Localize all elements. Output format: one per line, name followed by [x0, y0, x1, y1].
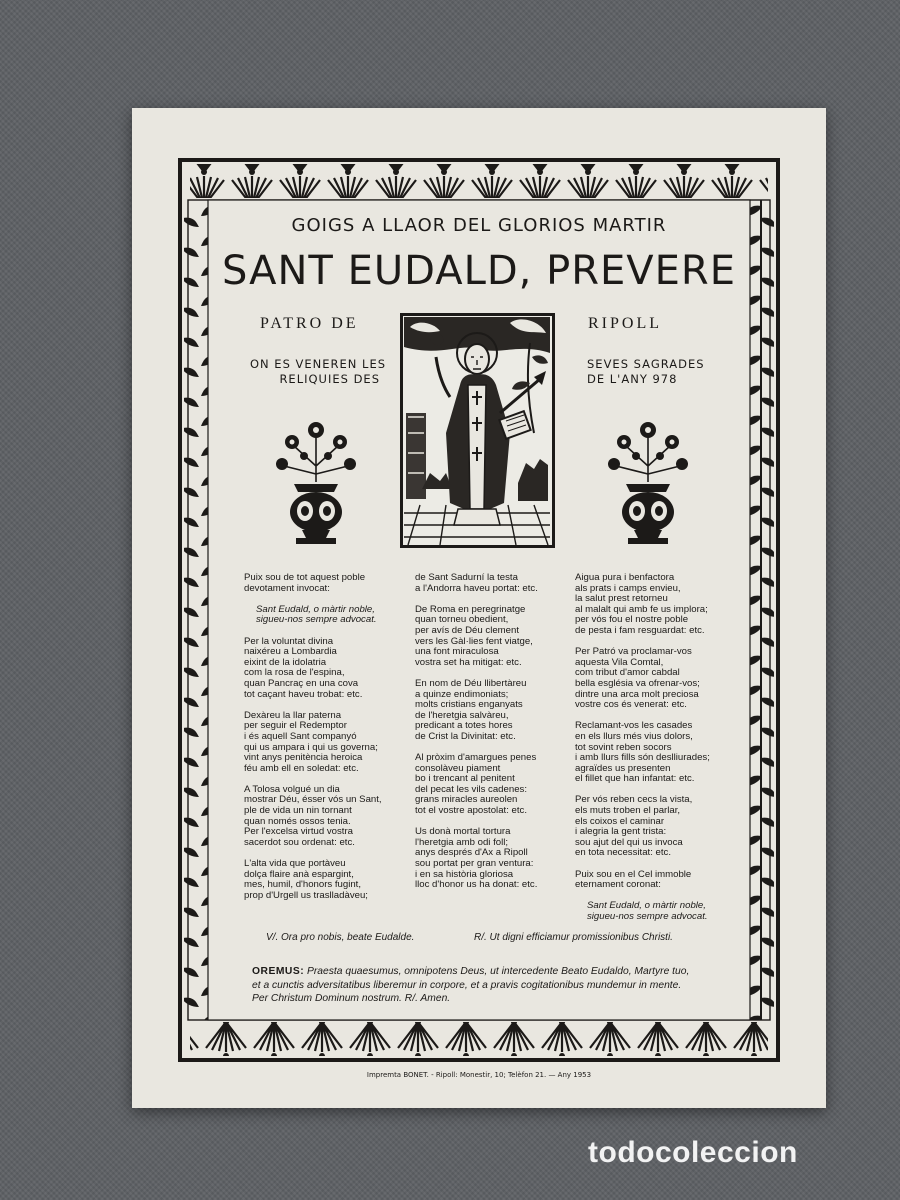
verse-line: ple de vida un nin tornant: [244, 805, 352, 817]
verse-line: qui us ampara i qui us governa;: [244, 741, 378, 753]
verse-line: aquesta Vila Comtal,: [575, 656, 664, 668]
verse-stanza: [575, 870, 710, 891]
verse-stanza: [244, 637, 382, 701]
verse-line: els muts troben el parlar,: [575, 805, 681, 817]
verse-line: Per l'excelsa virtud vostra: [244, 826, 354, 838]
verse-line: devotament invocat:: [244, 582, 330, 594]
verse-line: de Crist la Divinitat: etc.: [415, 730, 516, 742]
verse-line: de pesta i fam resguardat: etc.: [575, 624, 705, 636]
verse-line: Per Patró va proclamar-vos: [575, 646, 692, 658]
verse-line: L'alta vida que portàveu: [244, 858, 346, 870]
verse-column-1: [244, 573, 382, 912]
verse-line: anys després d'Ax a Ripoll: [415, 847, 528, 859]
verse-column-2: [415, 573, 538, 901]
verse-line: i és aquell Sant companyó: [244, 730, 357, 742]
verse-line: en tota necessitat: etc.: [575, 847, 671, 859]
verse-line: per seguir el Redemptor: [244, 720, 347, 732]
verse-line: grans miracles aureolen: [415, 794, 518, 806]
sub-right-line-2: DE L'ANY 978: [587, 372, 678, 386]
oremus-line-3: Per Christum Dominum nostrum. R/. Amen.: [252, 993, 451, 1004]
verse-line: Puix sou en el Cel immoble: [575, 868, 692, 880]
verse-line: quan només ossos tenia.: [244, 815, 351, 827]
verse-line: tot caçant haveu trobat: etc.: [244, 688, 363, 700]
verse-line: del pecat les vils cadenes:: [415, 783, 527, 795]
verse-line: per vós fou el nostre poble: [575, 614, 689, 626]
verse-line: el fillet que han infantat: etc.: [575, 773, 695, 785]
verse-line: al malalt qui amb fe us implora;: [575, 603, 708, 615]
oremus-prayer: [252, 965, 727, 1006]
verse-line: vostre cos és venerat: etc.: [575, 699, 687, 711]
versicle-r: R/. Ut digni efficiamur promissionibus Christi.: [474, 932, 673, 943]
verse-line: Sant Eudald, o màrtir noble,: [256, 603, 375, 615]
oremus-line-1: Praesta quaesumus, omnipotens Deus, ut intercedente Beato Eudaldo, Martyre tuo,: [307, 966, 690, 977]
verse-stanza: [415, 573, 538, 594]
verse-line: Us donà mortal tortura: [415, 826, 511, 838]
verse-line: dolça flaire anà espargint,: [244, 868, 354, 880]
verse-line: molts cristians enganyats: [415, 699, 523, 711]
verse-line: Sant Eudald, o màrtir noble,: [587, 900, 706, 912]
verse-line: vers les Gàl·lies fent viatge,: [415, 635, 533, 647]
verse-line: Dexàreu la llar paterna: [244, 709, 342, 721]
verse-line: la salut prest retorneu: [575, 593, 668, 605]
verse-stanza: [244, 785, 382, 849]
verse-line: sigueu-nos sempre advocat.: [587, 911, 708, 922]
verse-line: i en sa història gloriosa: [415, 868, 514, 880]
saint-woodcut-image: [400, 313, 555, 548]
verse-line: sacerdot sou ordenat: etc.: [244, 836, 355, 848]
verse-stanza: [244, 859, 382, 901]
verse-line: sou ajut del qui us invoca: [575, 836, 683, 848]
verse-line: A Tolosa volgué un dia: [244, 783, 340, 795]
sub-right: [587, 357, 717, 387]
verse-line: lloc d'honor us ha donat: etc.: [415, 879, 538, 891]
verse-stanza: [244, 573, 382, 594]
verse-line: De Roma en peregrinatge: [415, 603, 526, 615]
patro-left: PATRO DE: [260, 315, 359, 332]
verse-column-3: [575, 573, 710, 933]
verse-line: tot el vostre apostolat: etc.: [415, 805, 527, 817]
verse-line: eixint de la idolatria: [244, 656, 327, 668]
verse-stanza: [415, 753, 538, 817]
verse-line: vostra set ha mitigat: etc.: [415, 656, 522, 668]
verse-line: l'heretgia amb odi foll;: [415, 836, 509, 848]
goigs-sheet: [132, 108, 826, 1108]
verse-line: Puix sou de tot aquest poble: [244, 572, 366, 583]
verse-line: bella església va ofrenar-vos;: [575, 677, 700, 689]
verse-line: i amb llurs fills són deslliurades;: [575, 752, 710, 764]
verse-stanza: [415, 679, 538, 743]
sub-right-line-1: SEVES SAGRADES: [587, 357, 705, 371]
verse-line: a l'Andorra haveu portat: etc.: [415, 582, 538, 594]
verse-stanza: [415, 827, 538, 891]
goigs-subtitle: GOIGS A LLAOR DEL GLORIOS MARTIR: [291, 215, 667, 236]
verse-line: vint anys penitència heroica: [244, 752, 363, 764]
verse-stanza: [575, 647, 710, 711]
watermark-logo: todocoleccion: [588, 1136, 798, 1169]
sub-left: [250, 357, 387, 387]
verse-line: bo i trencant al penitent: [415, 773, 515, 785]
verse-line: als prats i camps envieu,: [575, 582, 681, 594]
verse-line: a quinze endimoniats;: [415, 688, 509, 700]
verse-line: féu amb ell en soledat: etc.: [244, 762, 359, 774]
verse-line: com tribut d'amor cabdal: [575, 667, 680, 679]
oremus-line-2: et a cunctis adversitatibus liberemur in corpore, et a pravis cogitationibus mundemur in mente.: [252, 979, 682, 991]
printer-imprint: Impremta BONET. - Ripoll: Monestir, 10; Telèfon 21. — Any 1953: [366, 1071, 592, 1079]
verse-line: Per la voluntat divina: [244, 635, 334, 647]
verse-line: eternament coronat:: [575, 879, 661, 891]
verse-stanza: [575, 795, 710, 859]
verse-line: de Sant Sadurní la testa: [415, 572, 518, 583]
sub-left-line-2: RELIQUIES DES: [279, 372, 380, 386]
verse-stanza: [244, 711, 382, 775]
verse-line: Aigua pura i benfactora: [575, 572, 675, 583]
verse-line: com la rosa de l'espina,: [244, 667, 345, 679]
refrain-stanza: [575, 901, 710, 922]
sub-left-line-1: ON ES VENEREN LES: [250, 357, 387, 371]
verse-line: mes, humil, d'honors fugint,: [244, 879, 362, 891]
verse-line: Al pròxim d'amargues penes: [415, 752, 537, 764]
refrain-stanza: [244, 605, 382, 626]
verse-stanza: [575, 721, 710, 785]
verse-line: els coixos el caminar: [575, 815, 665, 827]
verse-line: una font miraculosa: [415, 646, 499, 658]
verse-line: sigueu-nos sempre advocat.: [256, 614, 377, 626]
verse-line: mostrar Déu, ésser vós un Sant,: [244, 794, 382, 806]
verse-line: En nom de Déu llibertàreu: [415, 677, 527, 689]
verse-line: agraïdes us presenten: [575, 762, 671, 774]
right-flower-vase-image: [604, 416, 692, 546]
verse-line: prop d'Urgell us traslladàveu;: [244, 889, 368, 901]
verse-line: dintre una arca molt preciosa: [575, 688, 699, 700]
patro-right: RIPOLL: [588, 315, 662, 332]
verse-stanza: [415, 605, 538, 669]
verse-line: consolàveu piament: [415, 762, 501, 774]
verse-line: sou portat per gran ventura:: [415, 858, 534, 870]
oremus-label: OREMUS:: [252, 966, 305, 977]
verse-stanza: [575, 573, 710, 637]
left-flower-vase-image: [272, 416, 360, 546]
verse-line: tot sovint reben socors: [575, 741, 672, 753]
verse-line: naixéreu a Lombardia: [244, 646, 337, 658]
verse-line: i alegria la gent trista:: [575, 826, 667, 838]
verse-line: Per vós reben cecs la vista,: [575, 794, 693, 806]
verse-line: predicant a totes hores: [415, 720, 513, 732]
verse-line: en els llurs més vius dolors,: [575, 730, 693, 742]
verse-line: per avís de Déu clement: [415, 624, 519, 636]
verse-line: de l'heretgia salvàreu,: [415, 709, 509, 721]
versicle-v: V/. Ora pro nobis, beate Eudalde.: [266, 932, 415, 943]
verse-line: quan Pancraç en una cova: [244, 677, 359, 689]
verse-line: Reclamant-vos les casades: [575, 720, 693, 732]
saint-title: SANT EUDALD, PREVERE: [222, 248, 736, 294]
verse-line: quan torneu obedient,: [415, 614, 509, 626]
